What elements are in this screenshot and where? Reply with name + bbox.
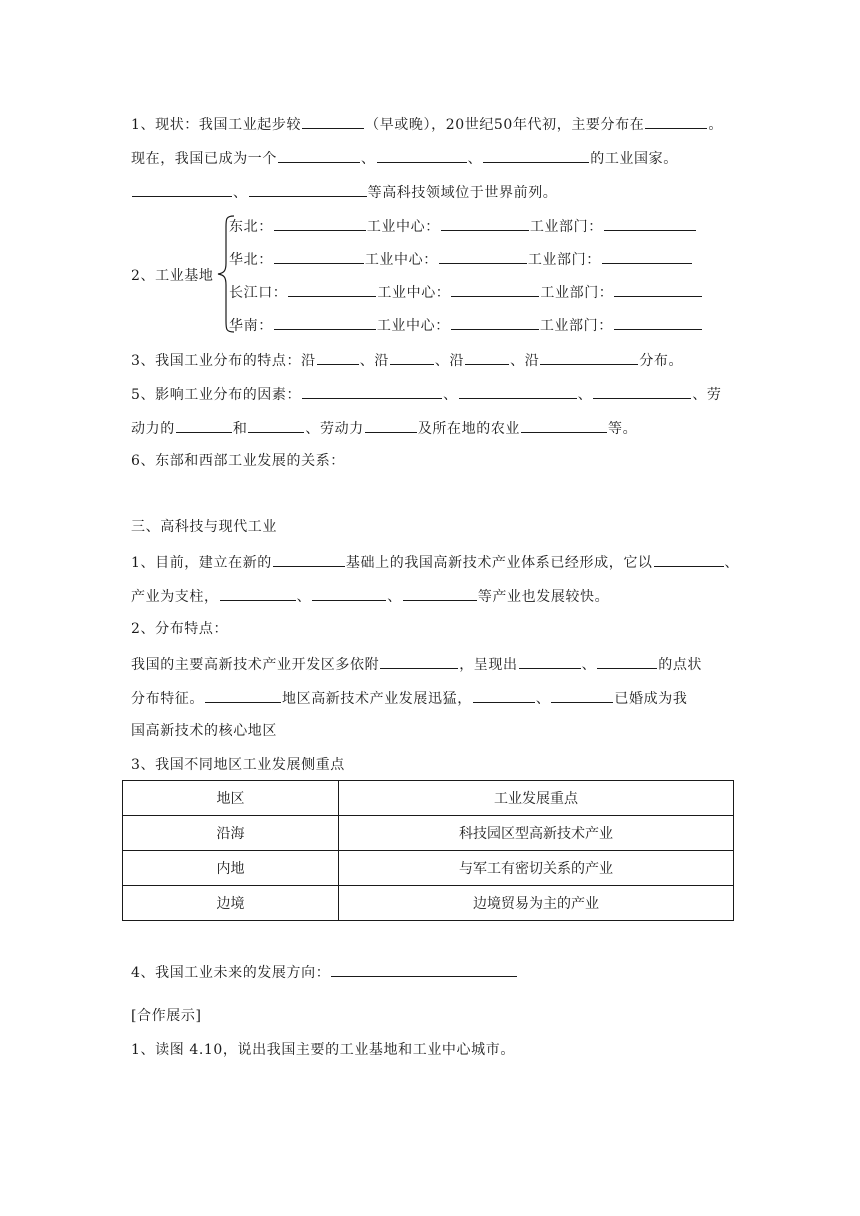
base-name: 华南： xyxy=(229,318,273,334)
q5-text: 、劳动力 xyxy=(305,421,364,437)
dept-label: 工业部门： xyxy=(540,285,614,301)
q5-text: 、劳 xyxy=(692,387,722,403)
center-label: 工业中心： xyxy=(364,252,438,268)
industry-focus-table xyxy=(122,780,734,921)
answer-blank[interactable] xyxy=(519,654,581,669)
base-name: 东北： xyxy=(229,219,273,235)
answer-blank[interactable] xyxy=(551,688,613,703)
answer-blank[interactable] xyxy=(614,282,702,297)
answer-blank[interactable] xyxy=(654,552,724,567)
answer-blank[interactable] xyxy=(205,688,281,703)
q3-line xyxy=(131,350,683,370)
s3-p2-title: 2、分布特点： xyxy=(131,621,229,637)
s3-text: 的点状 xyxy=(658,657,703,673)
answer-blank[interactable] xyxy=(380,654,458,669)
q5-text: 动力的 xyxy=(131,421,175,437)
separator: 、 xyxy=(387,589,402,605)
answer-blank[interactable] xyxy=(459,384,577,399)
q1-text: （早或晚），20世纪50年代初，主要分布在 xyxy=(365,117,645,133)
table-header-cell: 工业发展重点 xyxy=(339,781,734,816)
separator: 、 xyxy=(581,657,597,673)
q2-label: 2、工业基地 xyxy=(131,268,214,284)
base-name: 长江口： xyxy=(229,285,288,301)
separator: 、 xyxy=(296,589,312,605)
answer-blank[interactable] xyxy=(439,249,527,264)
answer-blank[interactable] xyxy=(377,148,467,163)
base-row-south xyxy=(229,315,703,335)
answer-blank[interactable] xyxy=(302,114,364,129)
s3-p3-title: 3、我国不同地区工业发展侧重点 xyxy=(131,757,345,773)
base-name: 华北： xyxy=(229,252,273,268)
s3-text: 基础上的我国高新技术产业体系已经形成，它以 xyxy=(345,555,653,571)
separator: 、 xyxy=(535,691,551,707)
section3-heading: 三、高科技与现代工业 xyxy=(131,519,277,535)
answer-blank[interactable] xyxy=(273,552,345,567)
table-cell: 科技园区型高新技术产业 xyxy=(339,816,734,851)
answer-blank[interactable] xyxy=(451,315,539,330)
q5-text: 及所在地的农业 xyxy=(417,421,521,437)
answer-blank[interactable] xyxy=(365,418,417,433)
s3-text: 地区高新技术产业发展迅猛， xyxy=(282,691,472,707)
s3-p4-line xyxy=(131,962,518,982)
s3-text: 1、目前，建立在新的 xyxy=(131,555,272,571)
answer-blank[interactable] xyxy=(274,249,364,264)
answer-blank[interactable] xyxy=(473,688,535,703)
q3-text: 、沿 xyxy=(510,353,540,369)
answer-blank[interactable] xyxy=(302,384,442,399)
center-label: 工业中心： xyxy=(366,219,440,235)
base-row-northeast xyxy=(229,216,697,236)
table-header-row xyxy=(123,781,734,816)
q3-text: 3、我国工业分布的特点：沿 xyxy=(131,353,316,369)
answer-blank[interactable] xyxy=(602,249,692,264)
dept-label: 工业部门： xyxy=(527,252,601,268)
answer-blank[interactable] xyxy=(248,418,304,433)
answer-blank[interactable] xyxy=(288,282,376,297)
answer-blank[interactable] xyxy=(132,182,232,197)
answer-blank[interactable] xyxy=(331,962,517,977)
answer-blank[interactable] xyxy=(465,350,509,365)
table-row xyxy=(123,886,734,921)
dept-label: 工业部门： xyxy=(529,219,603,235)
table-cell: 沿海 xyxy=(123,816,339,851)
cooperation-q1: 1、读图 4.10，说出我国主要的工业基地和工业中心城市。 xyxy=(131,1042,515,1058)
separator: 、 xyxy=(577,387,593,403)
q5-text: 和 xyxy=(232,421,248,437)
answer-blank[interactable] xyxy=(614,315,702,330)
s3-text: 产业为支柱， xyxy=(131,589,219,605)
table-row xyxy=(123,816,734,851)
answer-blank[interactable] xyxy=(645,114,707,129)
answer-blank[interactable] xyxy=(390,350,434,365)
s3-p2-line3: 国高新技术的核心地区 xyxy=(131,723,277,739)
answer-blank[interactable] xyxy=(441,216,529,231)
answer-blank[interactable] xyxy=(220,586,296,601)
q1-text: 的工业国家。 xyxy=(590,151,678,167)
q1-line3 xyxy=(131,182,557,202)
q3-text: 、沿 xyxy=(434,353,465,369)
s3-text: ，呈现出 xyxy=(459,657,518,673)
separator: 、 xyxy=(443,387,458,403)
q5-line1 xyxy=(131,384,722,404)
q1-line2 xyxy=(131,148,678,168)
s3-p1-line2 xyxy=(131,586,609,606)
q1-text: 现在，我国已成为一个 xyxy=(131,151,277,167)
q5-text: 等。 xyxy=(608,421,638,437)
q3-text: 分布。 xyxy=(639,353,684,369)
q1-text: 。 xyxy=(708,117,723,133)
answer-blank[interactable] xyxy=(312,586,386,601)
separator: 、 xyxy=(233,185,248,201)
center-label: 工业中心： xyxy=(377,285,451,301)
answer-blank[interactable] xyxy=(483,148,589,163)
s3-text: 分布特征。 xyxy=(131,691,204,707)
q6-line: 6、东部和西部工业发展的关系： xyxy=(131,453,345,469)
s3-text: 我国的主要高新技术产业开发区多依附 xyxy=(131,657,380,673)
table-cell: 边境贸易为主的产业 xyxy=(339,886,734,921)
table-cell: 内地 xyxy=(123,851,339,886)
s3-p2-line1 xyxy=(131,654,702,674)
answer-blank[interactable] xyxy=(317,350,359,365)
answer-blank[interactable] xyxy=(597,654,657,669)
s3-text: 等产业也发展较快。 xyxy=(477,589,610,605)
answer-blank[interactable] xyxy=(249,182,367,197)
s3-text: 已婚成为我 xyxy=(614,691,688,707)
s3-text: 4、我国工业未来的发展方向： xyxy=(131,965,331,981)
answer-blank[interactable] xyxy=(274,315,376,330)
q1-line1 xyxy=(131,114,723,134)
table-header-cell: 地区 xyxy=(123,781,339,816)
answer-blank[interactable] xyxy=(593,384,691,399)
answer-blank[interactable] xyxy=(451,282,539,297)
q5-text: 5、影响工业分布的因素： xyxy=(131,387,302,403)
separator: 、 xyxy=(467,151,483,167)
answer-blank[interactable] xyxy=(403,586,477,601)
center-label: 工业中心： xyxy=(376,318,450,334)
q1-text: 等高科技领域位于世界前列。 xyxy=(367,185,558,201)
answer-blank[interactable] xyxy=(274,216,366,231)
separator: 、 xyxy=(724,555,740,571)
answer-blank[interactable] xyxy=(521,418,607,433)
table-cell: 边境 xyxy=(123,886,339,921)
s3-p1-line1 xyxy=(131,552,739,572)
separator: 、 xyxy=(361,151,376,167)
answer-blank[interactable] xyxy=(540,350,638,365)
dept-label: 工业部门： xyxy=(539,318,613,334)
base-row-north xyxy=(229,249,693,269)
q1-text: 1、现状：我国工业起步较 xyxy=(131,117,302,133)
q3-text: 、沿 xyxy=(359,353,389,369)
table-cell: 与军工有密切关系的产业 xyxy=(339,851,734,886)
q5-line2 xyxy=(131,418,637,438)
answer-blank[interactable] xyxy=(604,216,696,231)
table-row xyxy=(123,851,734,886)
s3-p2-line2 xyxy=(131,688,687,708)
answer-blank[interactable] xyxy=(176,418,232,433)
cooperation-heading: [合作展示] xyxy=(131,1008,202,1024)
answer-blank[interactable] xyxy=(278,148,360,163)
base-row-yangtze xyxy=(229,282,703,302)
